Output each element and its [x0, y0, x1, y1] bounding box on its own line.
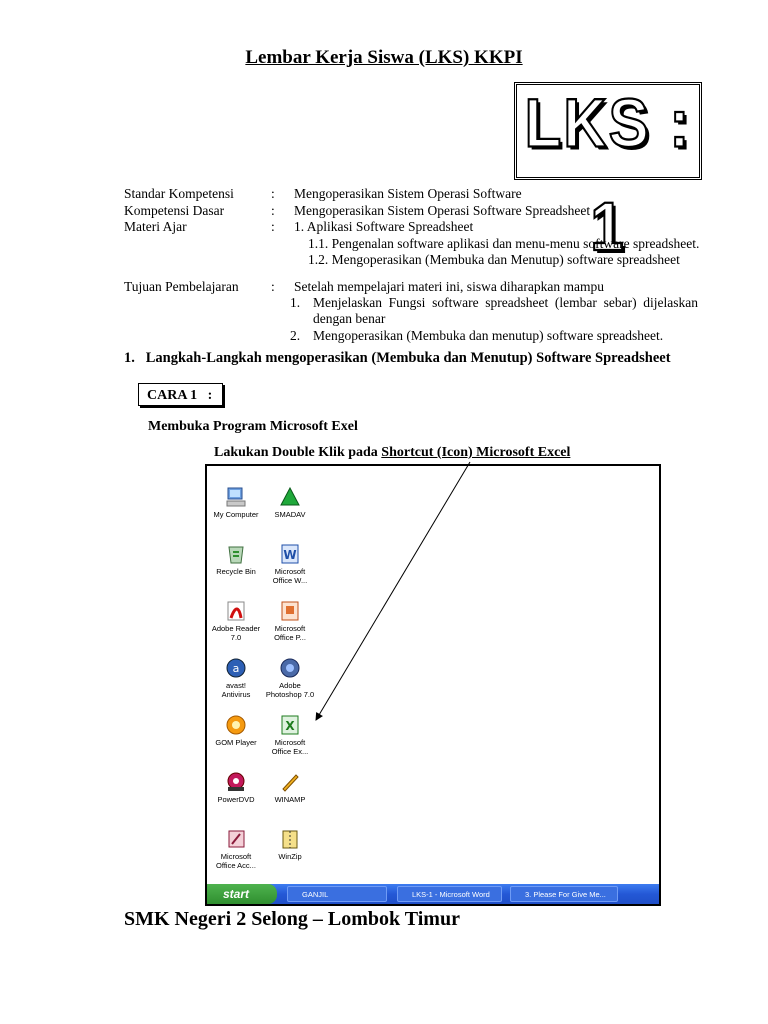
icon-label: Microsoft: [274, 738, 306, 747]
materi-label: Materi Ajar: [124, 219, 187, 234]
materi-sub-2: 1.2. Mengoperasikan (Membuka dan Menutup) software spreadsheet: [308, 252, 680, 267]
icon-label: 7.0: [230, 632, 242, 642]
dasar-colon: :: [271, 203, 275, 218]
list-item-number: 2.: [290, 328, 301, 343]
dasar-label: Kompetensi Dasar: [124, 203, 225, 218]
materi-value: 1. Aplikasi Software Spreadsheet: [294, 219, 474, 234]
svg-text:a: a: [232, 662, 240, 675]
taskbar-item-word[interactable]: LKS-1 - Microsoft Word: [397, 886, 502, 902]
icon-label: avast!: [225, 681, 246, 690]
svg-text:X: X: [285, 719, 295, 733]
standar-value: Mengoperasikan Sistem Operasi Software: [294, 186, 522, 201]
icon-label: Office Acc...: [216, 860, 256, 870]
section-heading: 1. Langkah-Langkah mengoperasikan (Membuka dan Menutup) Software Spreadsheet: [124, 350, 671, 366]
list-item-text: Menjelaskan Fungsi software spreadsheet (lembar sebar) dijelaskan dengan benar: [313, 295, 698, 326]
taskbar-item-please[interactable]: 3. Please For Give Me...: [510, 886, 618, 902]
icon-label: Office P...: [274, 632, 306, 642]
icon-label: Adobe Reader: [211, 624, 261, 633]
icon-label: PowerDVD: [217, 795, 255, 804]
list-item-number: 1.: [290, 295, 301, 310]
lks-badge-text: LKS : 1: [524, 84, 692, 265]
icon-label: Microsoft: [274, 624, 306, 633]
icon-label: Office Ex...: [271, 746, 309, 756]
icon-label: GOM Player: [215, 738, 257, 747]
standar-label: Standar Kompetensi: [124, 186, 234, 201]
icon-label: WINAMP: [274, 795, 306, 804]
materi-colon: :: [271, 219, 275, 234]
subheading: Membuka Program Microsoft Exel: [148, 419, 358, 434]
icon-label: Microsoft: [220, 852, 252, 861]
icon-label: Microsoft: [274, 567, 306, 576]
instruction-prefix: Lakukan Double Klik pada: [214, 445, 382, 460]
icon-label: Photoshop 7.0: [265, 689, 315, 699]
standar-colon: :: [271, 186, 275, 201]
icon-label: My Computer: [213, 510, 259, 519]
tujuan-label: Tujuan Pembelajaran: [124, 279, 239, 294]
materi-sub-1: 1.1. Pengenalan software aplikasi dan menu-menu software spreadsheet.: [308, 236, 700, 251]
tujuan-intro: Setelah mempelajari materi ini, siswa diharapkan mampu: [294, 279, 605, 294]
dasar-value: Mengoperasikan Sistem Operasi Software Spreadsheet: [294, 203, 591, 218]
tujuan-colon: :: [271, 279, 275, 294]
svg-text:W: W: [283, 548, 297, 562]
icon-label: SMADAV: [274, 510, 306, 519]
school-footer: SMK Negeri 2 Selong – Lombok Timur: [124, 908, 460, 930]
taskbar-item-ganjil[interactable]: GANJIL: [287, 886, 387, 902]
icon-label: Antivirus: [221, 689, 251, 699]
icon-label: Office W...: [272, 575, 308, 585]
page-title: Lembar Kerja Siswa (LKS) KKPI: [245, 47, 523, 68]
icon-label: Recycle Bin: [216, 567, 256, 576]
instruction-link: Shortcut (Icon) Microsoft Excel: [381, 445, 571, 460]
list-item-text: Mengoperasikan (Membuka dan menutup) software spreadsheet.: [313, 328, 664, 343]
icon-label: WinZip: [278, 852, 302, 861]
icon-label: Adobe: [279, 681, 301, 690]
start-button[interactable]: start: [207, 884, 277, 904]
cara-box: CARA 1 :: [138, 383, 223, 406]
